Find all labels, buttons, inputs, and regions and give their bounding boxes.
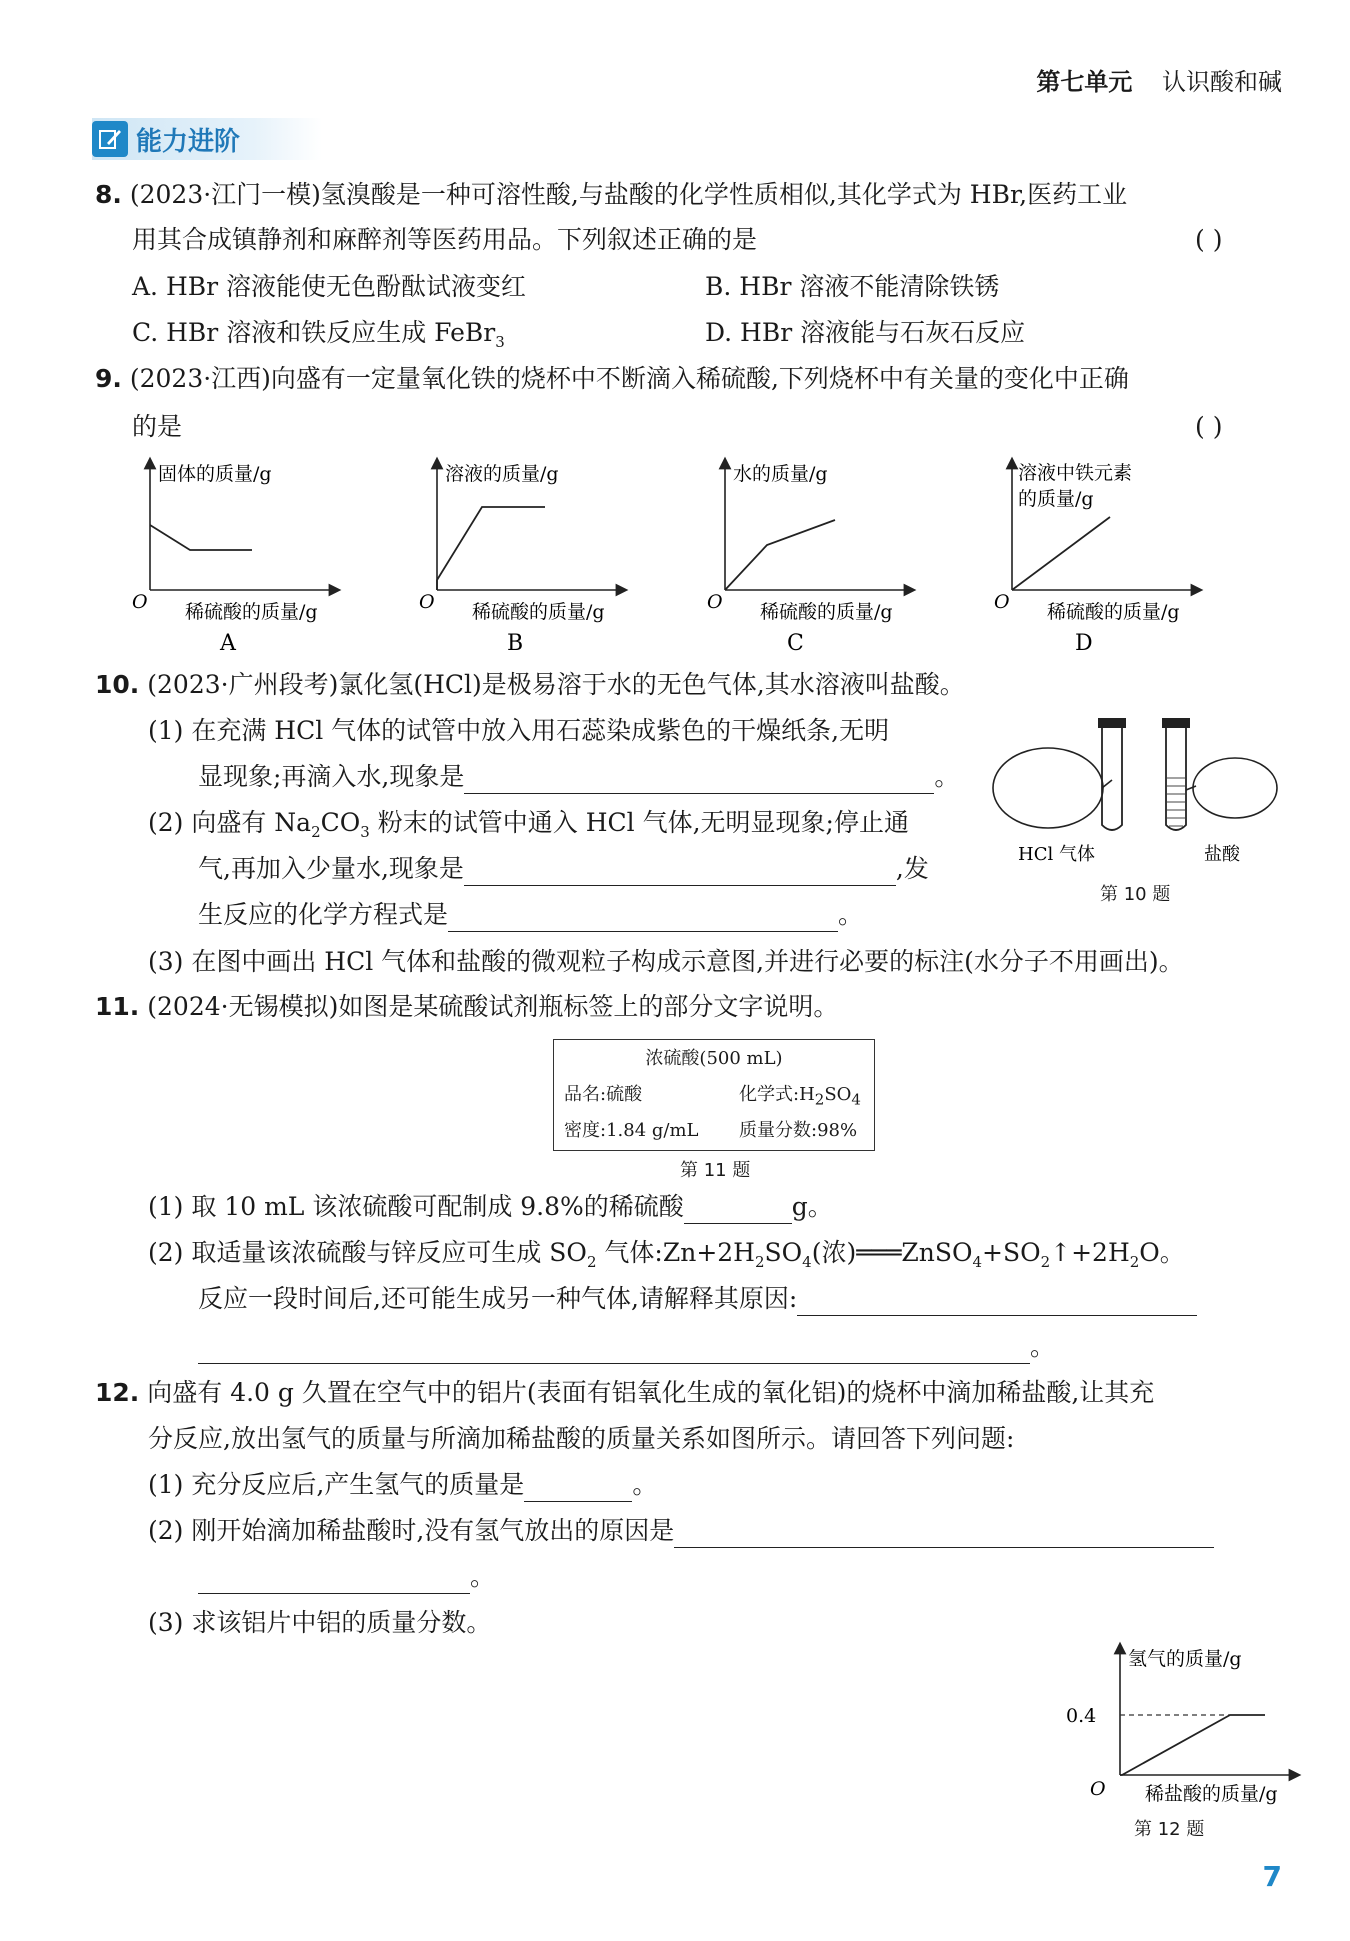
q9-graph-d-letter: D bbox=[1075, 631, 1093, 655]
q10-p2-line3 bbox=[198, 898, 863, 932]
page-header bbox=[1036, 62, 1282, 97]
q9-graph-b-ylabel: 溶液的质量/g bbox=[445, 463, 559, 485]
q8-line1 bbox=[95, 178, 1127, 212]
q9-graph-c[interactable] bbox=[707, 463, 910, 655]
q9-graph-d-origin: O bbox=[994, 591, 1010, 613]
q8-option-c-text: C. HBr 溶液和铁反应生成 FeBr bbox=[132, 318, 496, 347]
q9-stem-2: 的是 bbox=[132, 412, 183, 441]
q11-caption: 第 11 题 bbox=[680, 1160, 751, 1181]
q11-eq-h: 4 bbox=[972, 1253, 983, 1271]
q11-p2-answer-blank-2[interactable] bbox=[198, 1337, 1030, 1364]
q9-graph-c-letter: C bbox=[787, 631, 804, 655]
q8-option-d[interactable]: D. HBr 溶液能与石灰石反应 bbox=[705, 318, 1026, 347]
q11-p1-text: (1) 取 10 mL 该浓硫酸可配制成 9.8%的稀硫酸 bbox=[148, 1192, 684, 1221]
q11-eq-g: (浓)═══ZnSO bbox=[811, 1238, 973, 1267]
label-formula-sub2: 4 bbox=[851, 1090, 861, 1109]
q9-graph-a-letter: A bbox=[220, 631, 236, 655]
section-title: 能力进阶 bbox=[136, 126, 241, 157]
q10-line1 bbox=[95, 668, 965, 702]
q10-number: 10. bbox=[95, 670, 140, 699]
q12-line1 bbox=[95, 1376, 1154, 1410]
q10-p1-line2 bbox=[198, 760, 959, 794]
q8-option-c-sub: 3 bbox=[495, 333, 505, 351]
left-test-tube bbox=[1102, 728, 1122, 830]
q9-graph-c-xlabel: 稀硫酸的质量/g bbox=[760, 601, 893, 623]
q11-eq-a: (2) 取适量该浓硫酸与锌反应可生成 SO bbox=[148, 1238, 587, 1267]
q12-p1-answer-blank[interactable] bbox=[524, 1475, 632, 1502]
q10-fig-label-right: 盐酸 bbox=[1204, 844, 1240, 865]
q12-curve bbox=[1120, 1715, 1265, 1775]
page-number: 7 bbox=[1262, 1860, 1282, 1893]
q10-p1-answer-blank[interactable] bbox=[464, 767, 934, 794]
q9-graph-b-letter: B bbox=[507, 631, 524, 655]
q9-graph-b-origin: O bbox=[419, 591, 435, 613]
q12-xlabel: 稀盐酸的质量/g bbox=[1145, 1783, 1278, 1805]
q10-p2-text-b: CO bbox=[320, 808, 361, 837]
q8-option-b[interactable]: B. HBr 溶液不能清除铁锈 bbox=[705, 272, 1000, 301]
q8-answer-paren[interactable]: ( ) bbox=[1195, 225, 1223, 254]
q11-p2-line1 bbox=[148, 1236, 1185, 1279]
q9-graph-a[interactable] bbox=[132, 463, 335, 655]
q9-graph-b-xlabel: 稀硫酸的质量/g bbox=[472, 601, 605, 623]
q10-p2-text-a: (2) 向盛有 Na bbox=[148, 808, 312, 837]
q10-p2-text-f: 生反应的化学方程式是 bbox=[198, 900, 449, 929]
q9-graph-a-ylabel: 固体的质量/g bbox=[158, 463, 272, 485]
q11-eq-j: 2 bbox=[1040, 1253, 1051, 1271]
q11-p2-answer-blank-1[interactable] bbox=[797, 1289, 1197, 1316]
q11-p2-text: 反应一段时间后,还可能生成另一种气体,请解释其原因: bbox=[198, 1284, 798, 1313]
q11-p2-line3 bbox=[198, 1330, 1055, 1364]
q9-graph-c-origin: O bbox=[707, 591, 723, 613]
q9-line1 bbox=[95, 362, 1129, 396]
pencil-icon bbox=[92, 121, 128, 157]
q11-p1 bbox=[148, 1190, 833, 1224]
label-formula-b: SO bbox=[824, 1084, 852, 1105]
label-density: 密度:1.84 g/mL bbox=[564, 1120, 699, 1141]
q12-stem-1: 向盛有 4.0 g 久置在空气中的铝片(表面有铝氧化生成的氧化铝)的烧杯中滴加稀盐酸,让其充 bbox=[147, 1378, 1155, 1407]
q10-p2-text-c: 粉末的试管中通入 HCl 气体,无明显现象;停止通 bbox=[369, 808, 909, 837]
left-tube-stopper bbox=[1098, 718, 1126, 728]
q9-stem-1: (2023·江西)向盛有一定量氧化铁的烧杯中不断滴入稀硫酸,下列烧杯中有关量的变化中正确 bbox=[129, 364, 1129, 393]
label-title: 浓硫酸(500 mL) bbox=[645, 1048, 783, 1069]
unit-title: 认识酸和碱 bbox=[1162, 68, 1282, 96]
q12-number: 12. bbox=[95, 1378, 140, 1407]
q11-p2-period: 。 bbox=[1030, 1332, 1056, 1361]
hcl-gas-bubble bbox=[993, 748, 1103, 828]
q12-stem-2: 分反应,放出氢气的质量与所滴加稀盐酸的质量关系如图所示。请回答下列问题: bbox=[148, 1424, 1015, 1453]
q10-fig-label-left: HCl 气体 bbox=[1018, 844, 1095, 865]
q11-eq-m: O。 bbox=[1139, 1238, 1185, 1267]
q10-caption: 第 10 题 bbox=[1100, 884, 1171, 905]
q9-graph-a-xlabel: 稀硫酸的质量/g bbox=[185, 601, 318, 623]
label-fraction: 质量分数:98% bbox=[739, 1120, 858, 1141]
q11-eq-c: 气体:Zn+2H bbox=[596, 1238, 755, 1267]
q8-number: 8. bbox=[95, 180, 122, 209]
q10-p2-text-e: ,发 bbox=[895, 854, 929, 883]
q9-answer-paren[interactable]: ( ) bbox=[1195, 412, 1223, 441]
q12-p2 bbox=[148, 1514, 1214, 1548]
q11-eq-b: 2 bbox=[586, 1253, 597, 1271]
q10-p2-phenomenon-blank[interactable] bbox=[464, 859, 896, 886]
q10-p1-text: 显现象;再滴入水,现象是 bbox=[198, 762, 465, 791]
q11-eq-i: +SO bbox=[982, 1238, 1041, 1267]
q12-p2-answer-blank-2[interactable] bbox=[198, 1567, 470, 1594]
q9-number: 9. bbox=[95, 364, 122, 393]
q11-number: 11. bbox=[95, 992, 140, 1021]
q10-intro: (2023·广州段考)氯化氢(HCl)是极易溶于水的无色气体,其水溶液叫盐酸。 bbox=[147, 670, 965, 699]
hydrochloric-acid-bubble bbox=[1193, 758, 1277, 818]
right-tube-stopper bbox=[1162, 718, 1190, 728]
q9-graphs bbox=[120, 455, 1250, 655]
q12-p3: (3) 求该铝片中铝的质量分数。 bbox=[148, 1608, 492, 1637]
q11-eq-k: ↑+2H bbox=[1050, 1238, 1130, 1267]
q8-option-a[interactable]: A. HBr 溶液能使无色酚酞试液变红 bbox=[132, 272, 527, 301]
q9-graph-d-curve bbox=[1012, 517, 1110, 590]
right-test-tube bbox=[1166, 728, 1186, 830]
q11-eq-l: 2 bbox=[1129, 1253, 1140, 1271]
q12-origin: O bbox=[1090, 1778, 1106, 1800]
q9-graph-a-origin: O bbox=[132, 591, 148, 613]
q12-p2-answer-blank-1[interactable] bbox=[674, 1521, 1214, 1548]
q11-eq-e: SO bbox=[764, 1238, 803, 1267]
q10-p1-line1: (1) 在充满 HCl 气体的试管中放入用石蕊染成紫色的干燥纸条,无明 bbox=[148, 716, 890, 745]
q11-eq-f: 4 bbox=[802, 1253, 812, 1271]
q9-graph-a-curve bbox=[150, 525, 252, 550]
section-banner bbox=[92, 118, 322, 160]
q11-line1 bbox=[95, 990, 838, 1024]
q10-p2-sub-1: 2 bbox=[311, 823, 321, 841]
q11-eq-d: 2 bbox=[754, 1253, 765, 1271]
q11-p1-answer-blank[interactable] bbox=[684, 1197, 792, 1224]
label-formula-a: 化学式:H bbox=[739, 1084, 815, 1105]
q10-p2-line1 bbox=[148, 806, 909, 849]
q10-p2-period: 。 bbox=[838, 900, 864, 929]
q10-p3: (3) 在图中画出 HCl 气体和盐酸的微观粒子构成示意图,并进行必要的标注(水分子不用画出)。 bbox=[148, 947, 1184, 976]
q10-p1-period: 。 bbox=[934, 762, 960, 791]
q10-p2-text-d: 气,再加入少量水,现象是 bbox=[198, 854, 464, 883]
q10-p2-equation-blank[interactable] bbox=[448, 905, 838, 932]
q12-p1-period: 。 bbox=[632, 1470, 658, 1499]
q12-ytick: 0.4 bbox=[1066, 1705, 1097, 1727]
q11-intro: (2024·无锡模拟)如图是某硫酸试剂瓶标签上的部分文字说明。 bbox=[147, 992, 839, 1021]
q9-graph-d-xlabel: 稀硫酸的质量/g bbox=[1047, 601, 1180, 623]
q8-stem-2: 用其合成镇静剂和麻醉剂等医药用品。下列叙述正确的是 bbox=[132, 225, 758, 254]
q12-caption: 第 12 题 bbox=[1134, 1819, 1205, 1840]
label-formula bbox=[739, 1080, 861, 1109]
q12-p2-text: (2) 刚开始滴加稀盐酸时,没有氢气放出的原因是 bbox=[148, 1516, 675, 1545]
q11-p1-unit: g。 bbox=[791, 1192, 833, 1221]
q12-ylabel: 氢气的质量/g bbox=[1128, 1648, 1242, 1670]
acid-bottle-label bbox=[553, 1039, 875, 1151]
q9-graph-d[interactable] bbox=[994, 462, 1197, 655]
q8-stem-1: (2023·江门一模)氢溴酸是一种可溶性酸,与盐酸的化学性质相似,其化学式为 HBr,医药工业 bbox=[129, 180, 1128, 209]
q9-graph-c-ylabel: 水的质量/g bbox=[733, 463, 828, 485]
q12-p1 bbox=[148, 1468, 657, 1502]
q9-graph-d-ylabel: 溶液中铁元素 bbox=[1018, 462, 1133, 484]
q12-graph bbox=[1050, 1640, 1310, 1810]
q9-graph-b-curve bbox=[437, 507, 545, 590]
q11-p2-line2 bbox=[198, 1282, 1197, 1316]
q12-p1-text: (1) 充分反应后,产生氢气的质量是 bbox=[148, 1470, 525, 1499]
q8-option-c[interactable] bbox=[132, 316, 505, 359]
q9-graph-c-curve bbox=[725, 520, 835, 590]
q10-p2-line2 bbox=[198, 852, 929, 886]
q10-p2-sub-2: 3 bbox=[360, 823, 370, 841]
q9-graph-b[interactable] bbox=[419, 463, 622, 655]
q12-p2-line2 bbox=[198, 1560, 495, 1594]
unit-label: 第七单元 bbox=[1036, 68, 1133, 96]
label-name: 品名:硫酸 bbox=[564, 1084, 643, 1105]
label-formula-sub1: 2 bbox=[814, 1090, 825, 1109]
q12-p2-period: 。 bbox=[470, 1562, 496, 1591]
q9-graph-d-ylabel2: 的质量/g bbox=[1018, 488, 1094, 510]
